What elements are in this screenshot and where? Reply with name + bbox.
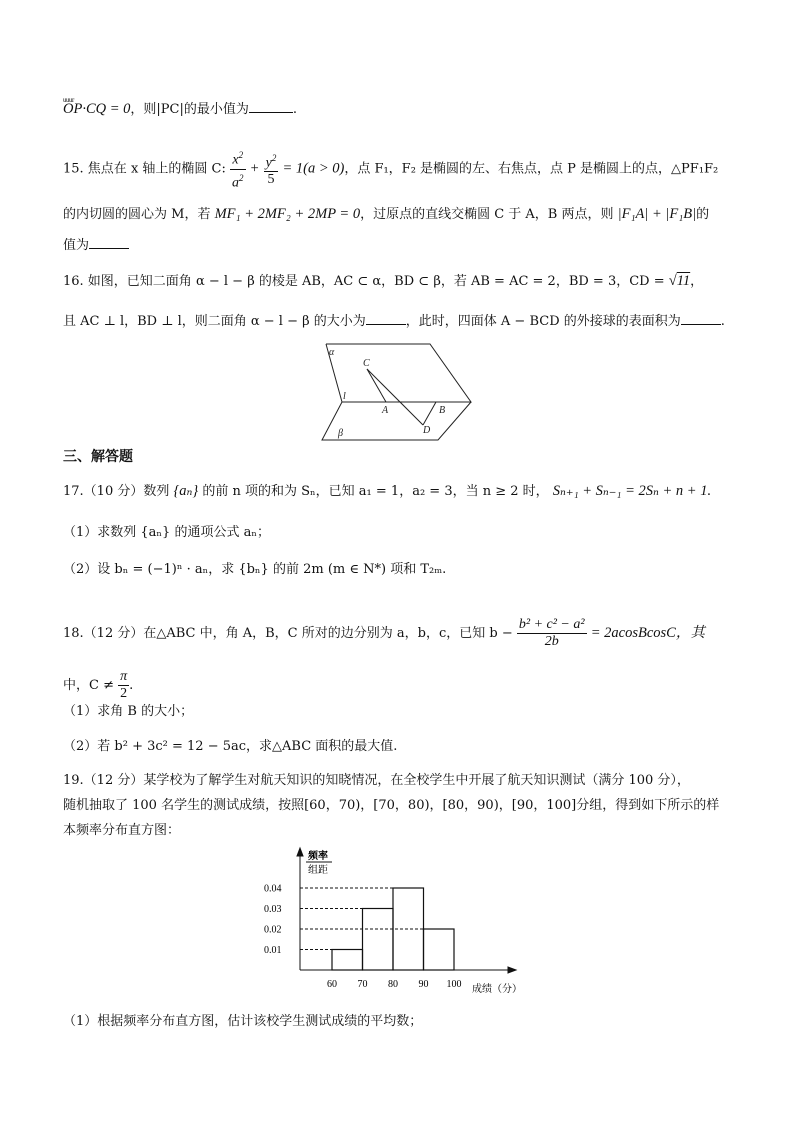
histogram-bar	[424, 929, 455, 970]
q18-fraction	[517, 617, 587, 650]
q16-line2-end: .	[720, 314, 725, 329]
q14-text: ，则|PC|的最小值为	[130, 102, 249, 117]
y-axis-arrow	[297, 848, 303, 856]
q18-line2-pre: 中，C ≠	[63, 678, 114, 693]
q16-condition: 且 AC ⊥ l，BD ⊥ l，则二面角 α − l − β 的大小为	[63, 314, 366, 329]
q15-frac-x: $\frac{x^2}{a^2}$	[230, 147, 246, 191]
x-tick-label: 70	[357, 979, 368, 990]
x-axis-arrow	[508, 967, 516, 973]
y-tick-label: 0.04	[264, 883, 282, 895]
q17-part2: （2）设 bₙ = (−1)ⁿ · aₙ，求 {bₙ} 的前 2m (m ∈ N*) 项和 T₂ₘ.	[63, 562, 447, 577]
q17-stem-eq: Sₙ₊₁ + Sₙ₋₁ = 2Sₙ + n + 1.	[552, 483, 712, 499]
q15-line2-end: 的	[696, 207, 710, 222]
q16-mid: ，此时，四面体 A − BCD 的外接球的表面积为	[405, 314, 681, 329]
q19-line3: 本频率分布直方图：	[63, 823, 181, 838]
q18-stem-post: = 2acosBcosC，其	[590, 625, 705, 641]
x-tick-label: 100	[446, 979, 462, 990]
q15-stem: 15. 焦点在 x 轴上的椭圆 C:	[63, 161, 226, 177]
label-beta: β	[338, 428, 343, 439]
dihedral-figure	[318, 340, 478, 444]
q15-answer-label: 值为	[63, 238, 90, 253]
q18-part2: （2）若 b² + 3c² = 12 − 5ac，求△ABC 面积的最大值.	[63, 739, 398, 754]
label-l: l	[343, 391, 346, 402]
q18-line2-end: .	[129, 678, 134, 693]
q18-frac-num: b² + c² − a²	[518, 617, 585, 632]
segment-bd	[423, 402, 436, 425]
x-tick-label: 90	[418, 979, 429, 990]
y-tick-label: 0.01	[264, 945, 282, 956]
q18-part1: （1）求角 B 的大小；	[63, 704, 194, 719]
q17-stem-pre: 17.（10 分）数列	[63, 484, 170, 499]
q17-part1: （1）求数列 {aₙ} 的通项公式 aₙ；	[63, 525, 270, 540]
section-title: 三、解答题	[63, 449, 133, 465]
histogram-bar	[332, 950, 363, 971]
q15-line2	[63, 205, 709, 224]
q15-blank	[89, 248, 129, 249]
plane-beta	[322, 402, 471, 440]
q19-line1: 19.（12 分）某学校为了解学生对航天知识的知晓情况，在全校学生中开展了航天知识测试（满分 100 分），	[63, 773, 690, 788]
q17-stem	[63, 482, 711, 501]
q14-tail	[63, 100, 297, 119]
q18-stem	[63, 617, 705, 650]
q17-stem-mid: 的前 n 项的和为 Sₙ，已知 a₁ = 1，a₂ = 3，当 n ≥ 2 时，	[202, 484, 549, 499]
x-tick-label: 80	[388, 979, 398, 990]
histogram-bar	[363, 909, 394, 971]
q15-line3	[63, 237, 129, 255]
q17-seq: {aₙ}	[173, 483, 199, 499]
q16-end: ，	[690, 274, 704, 289]
q16-blank-2	[681, 324, 721, 325]
q15-line2-pre: 的内切圆的圆心为 M，若	[63, 207, 211, 222]
q18-stem-pre: 18.（12 分）在△ABC 中，角 A，B，C 所对的边分别为 a，b，c，已知 b −	[63, 626, 513, 641]
q18-frac-den: 2b	[544, 634, 559, 649]
segment-cd	[367, 369, 423, 425]
x-axis-label: 成绩（分）	[472, 984, 522, 995]
q18-pi-den: 2	[120, 686, 128, 701]
q18-line2	[63, 669, 133, 702]
q18-pi-frac	[118, 669, 129, 702]
q16-blank-1	[366, 324, 406, 325]
frequency-histogram	[260, 845, 550, 1000]
y-label-top: 频率	[308, 851, 328, 862]
q18-pi-num: π	[120, 669, 128, 684]
q15-stem-post: ，点 F₁，F₂ 是椭圆的左、右焦点，点 P 是椭圆上的点，△PF₁F₂	[344, 161, 719, 177]
q15-frac-y: $\frac{y^2}{5}$	[264, 150, 279, 189]
q19-line2: 随机抽取了 100 名学生的测试成绩，按照[60，70)，[70，80)，[80，90)，[90，100]分组，得到如下所示的样	[63, 798, 720, 813]
q14-blank	[249, 112, 293, 113]
q15-line1: 15. 焦点在 x 轴上的椭圆 C: $\frac{x^2}{a^2}$ + $\frac{y^2}{5}$ = 1(a > 0)，点 F₁，F₂ 是椭圆的左、右焦点，点 P 是椭圆上的点，△PF₁F₂	[63, 147, 718, 191]
label-c: C	[363, 358, 370, 369]
x-tick-label: 60	[327, 979, 337, 990]
y-tick-label: 0.03	[264, 904, 282, 915]
y-tick-label: 0.02	[264, 924, 282, 936]
y-label-bottom: 组距	[308, 865, 328, 876]
label-d: D	[423, 425, 431, 436]
plane-alpha	[326, 344, 471, 402]
q14-condition: uuur OP·CQ = 0	[63, 100, 130, 118]
q14-end: .	[292, 102, 297, 117]
q19-part1: （1）根据频率分布直方图，估计该校学生测试成绩的平均数；	[63, 1014, 423, 1029]
label-alpha: α	[329, 347, 335, 358]
q15-line2-post: ，过原点的直线交椭圆 C 于 A，B 两点，则	[360, 207, 614, 222]
label-a: A	[382, 405, 389, 416]
q16-line2	[63, 313, 725, 331]
q16-line1: 16. 如图，已知二面角 α − l − β 的棱是 AB，AC ⊂ α，BD ⊂ β，若 AB = AC = 2，BD = 3，CD = √11，	[63, 273, 704, 289]
q15-abs-sum: |F₁A| + |F₁B|	[617, 206, 697, 222]
label-b: B	[439, 405, 446, 416]
q16-sqrt-value: 11	[676, 273, 691, 289]
q15-vector-eq: MF₁ + 2MF₂ + 2MP = 0	[214, 206, 361, 222]
q16-stem: 16. 如图，已知二面角 α − l − β 的棱是 AB，AC ⊂ α，BD ⊂ β，若 AB = AC = 2，BD = 3，CD =	[63, 274, 665, 289]
